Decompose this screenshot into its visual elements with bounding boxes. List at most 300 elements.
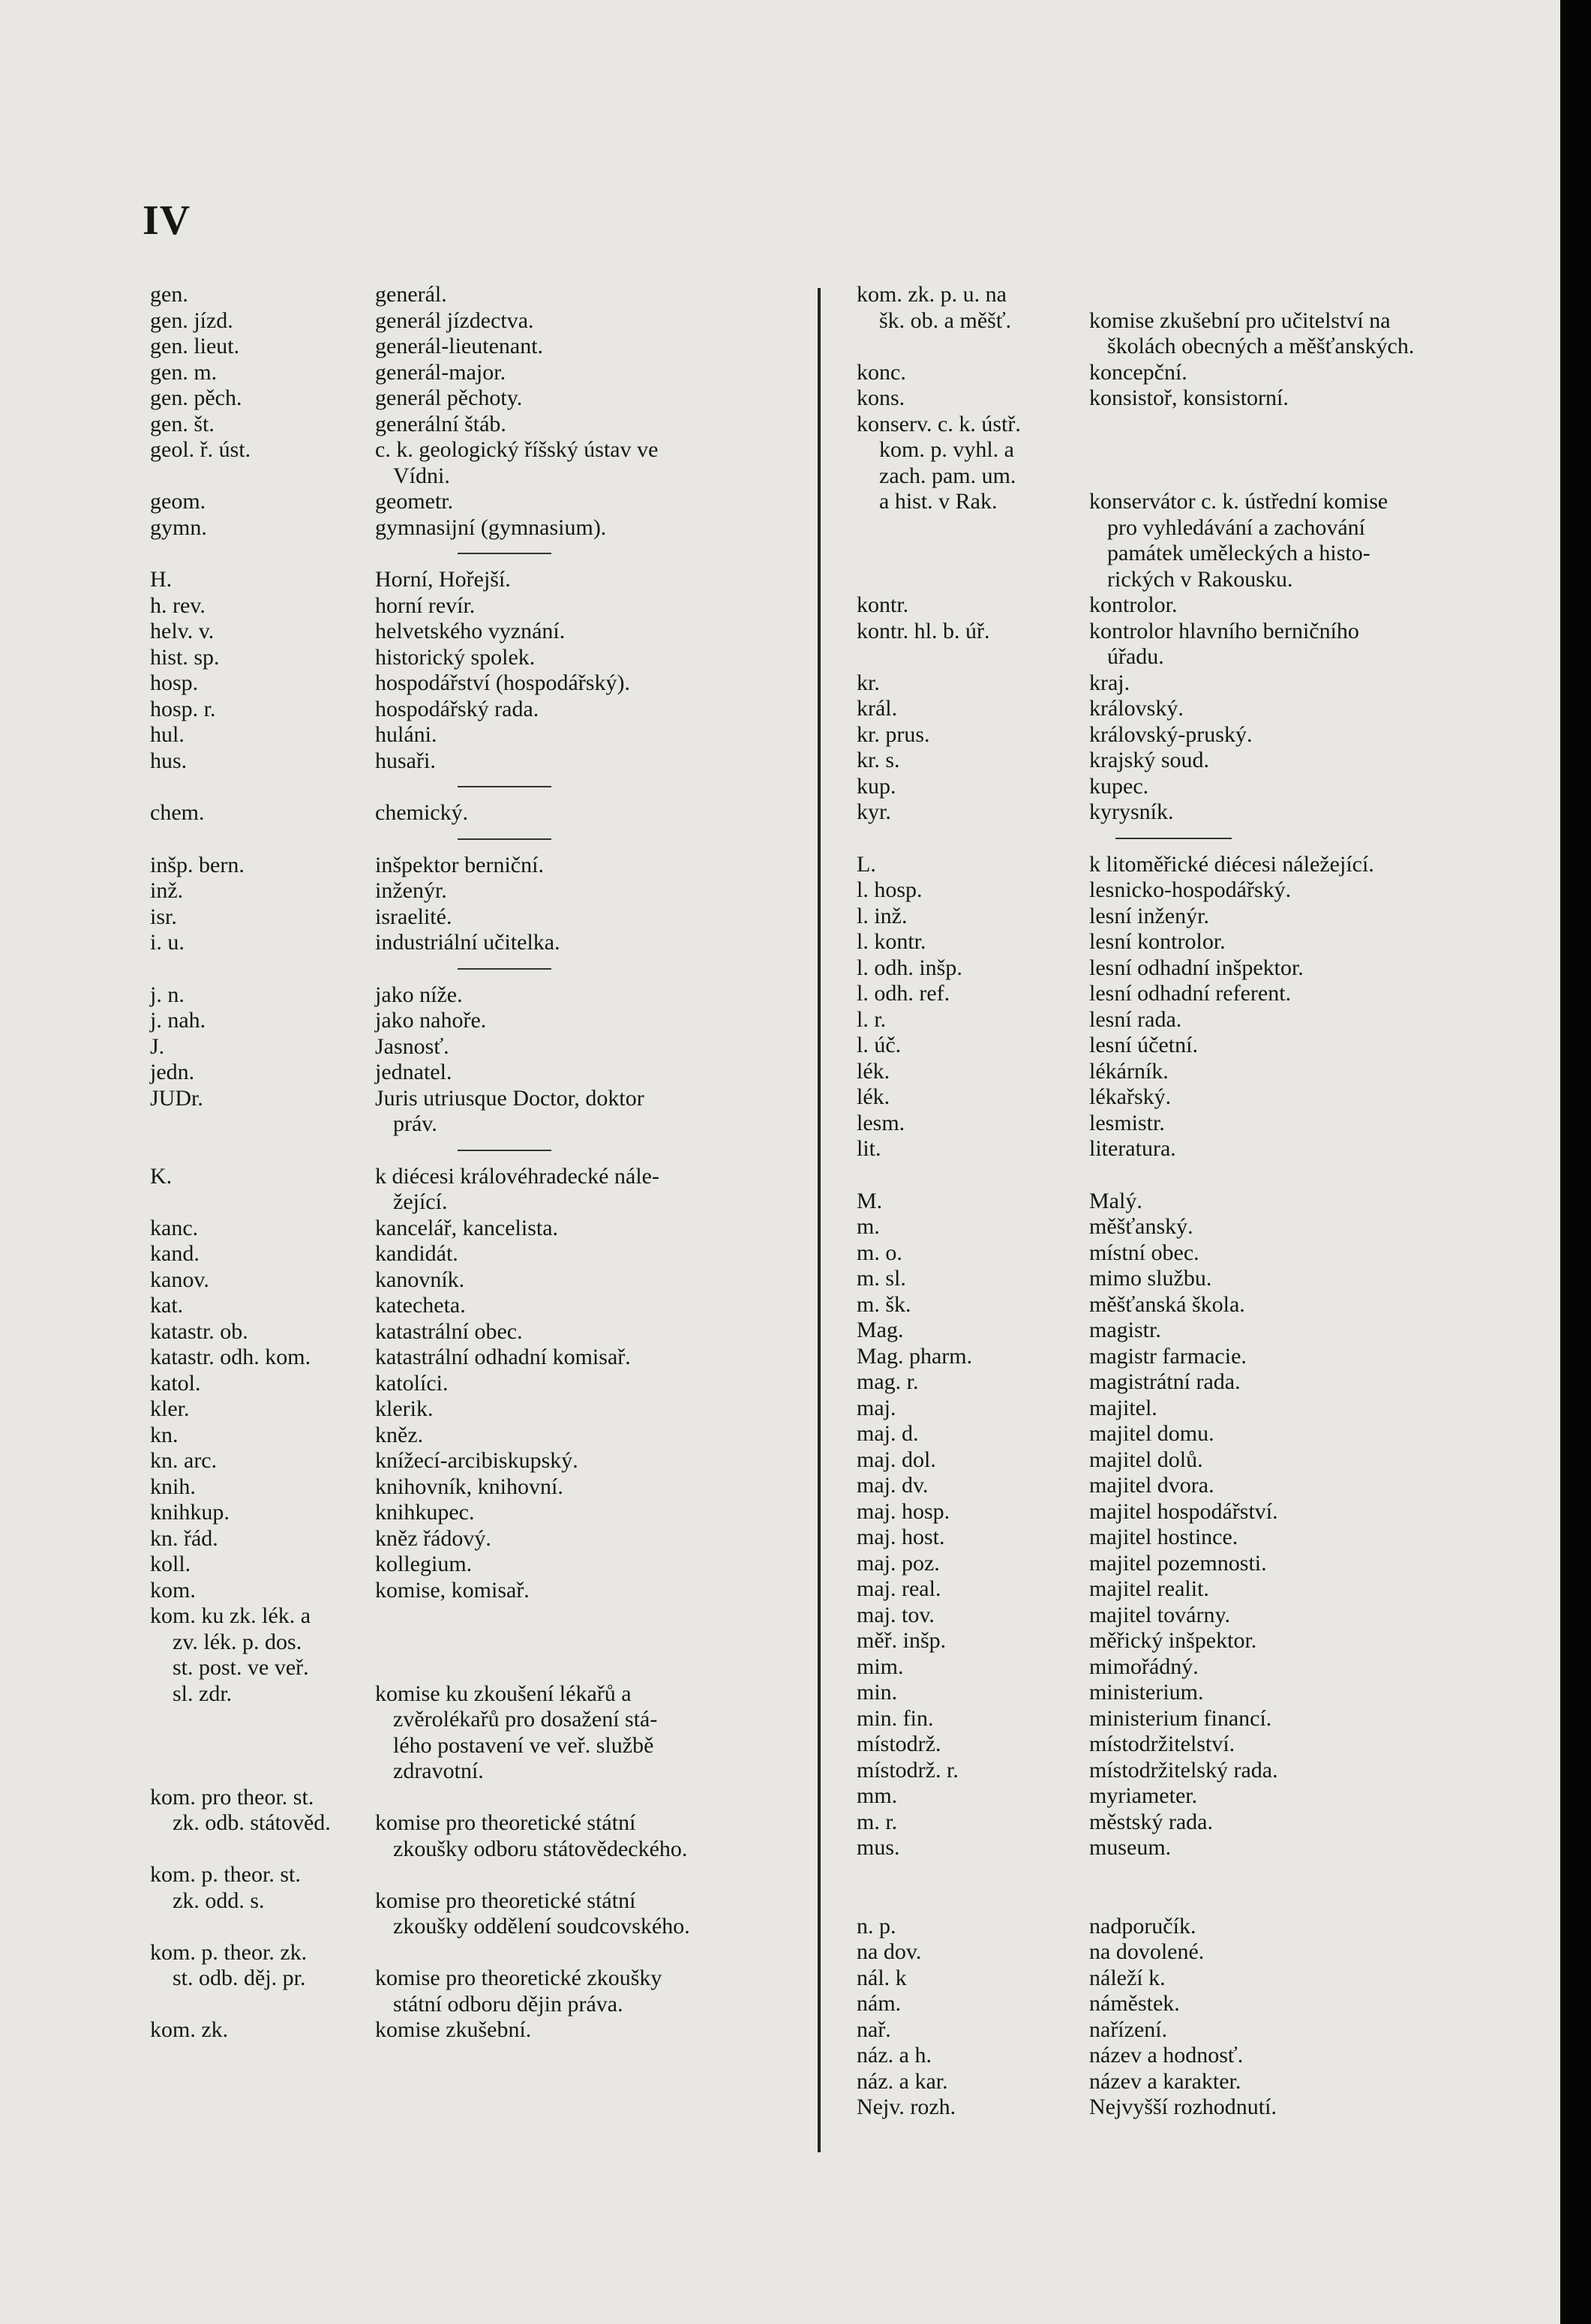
meaning-text: hospodářství (hospodářský). (375, 670, 630, 695)
abbreviation-text: katol. (150, 1370, 201, 1396)
meaning (1089, 1991, 1494, 2017)
abbreviation (857, 1240, 1089, 1267)
abbreviation-entry (857, 722, 1494, 748)
abbreviation (857, 929, 1089, 955)
meaning (1089, 385, 1494, 412)
abbreviation-text: koll. (150, 1552, 191, 1576)
meaning (1089, 360, 1494, 386)
meaning-text: královský. (1089, 696, 1184, 721)
section-separator (150, 826, 795, 853)
abbreviation-text: konserv. c. k. ústř. (857, 411, 1021, 436)
abbreviation (150, 360, 375, 386)
meaning-text (1089, 282, 1488, 308)
abbreviation (857, 1111, 1089, 1137)
abbreviation (150, 1293, 375, 1319)
abbreviation-text: kanov. (150, 1267, 209, 1292)
abbreviation (857, 1369, 1089, 1396)
meaning (375, 1396, 795, 1423)
abbreviation-text: maj. dv. (857, 1473, 929, 1498)
section-separator (150, 774, 795, 800)
abbreviation-entry (150, 334, 795, 360)
meaning (1089, 877, 1494, 904)
abbreviation-entry (857, 1551, 1494, 1577)
meaning-text: horní revír. (375, 592, 476, 618)
meaning-text: israelité. (375, 904, 452, 929)
meaning (375, 489, 795, 515)
abbreviation-entry (857, 1603, 1494, 1629)
abbreviation-text: lék. (857, 1084, 890, 1109)
abbreviation (150, 1345, 375, 1371)
meaning (1089, 592, 1494, 619)
meaning (375, 282, 795, 308)
abbreviation-text: gen. (150, 282, 188, 307)
meaning-text: magistr. (1089, 1318, 1161, 1342)
meaning-text: Jasnosť. (375, 1033, 449, 1059)
abbreviation-entry (857, 1007, 1494, 1033)
abbreviation (150, 800, 375, 826)
abbreviation-text: maj. dol. (857, 1447, 936, 1472)
abbreviation-text: měř. inšp. (857, 1628, 947, 1653)
meaning (1089, 1059, 1494, 1085)
abbreviation (857, 1421, 1089, 1447)
abbreviation-text: mm. (857, 1783, 898, 1808)
meaning (375, 1319, 795, 1345)
abbreviation-text: nál. k (857, 1965, 907, 1990)
meaning-text: na dovolené. (1089, 1939, 1205, 1964)
section-separator (857, 826, 1494, 852)
meaning-text: inšpektor berniční. (375, 852, 544, 877)
abbreviation-entry (150, 1862, 795, 1940)
abbreviation (857, 1059, 1089, 1085)
abbreviation (857, 1396, 1089, 1422)
meaning-text: práv. (393, 1111, 437, 1136)
meaning-text: chemický. (375, 800, 469, 825)
abbreviation-entry (150, 878, 795, 904)
meaning-text: majitel továrny. (1089, 1602, 1230, 1627)
abbreviation-text: kontr. hl. b. úř. (857, 618, 990, 643)
meaning (375, 1060, 795, 1086)
abbreviation-entry (857, 1396, 1494, 1422)
abbreviation-entry (150, 437, 795, 489)
meaning (1089, 1447, 1494, 1474)
abbreviation (857, 1214, 1089, 1240)
abbreviation-text: maj. real. (857, 1576, 941, 1601)
abbreviation-entry (857, 799, 1494, 826)
abbreviation (857, 1732, 1089, 1758)
abbreviation-text: a hist. v Rak. (879, 489, 998, 514)
abbreviation (857, 385, 1089, 412)
abbreviation (857, 1576, 1089, 1603)
abbreviation-entry (150, 1448, 795, 1474)
abbreviation (857, 1603, 1089, 1629)
abbreviation-entry (857, 929, 1494, 955)
abbreviation-text: j. n. (150, 982, 185, 1007)
meaning-text (375, 1630, 789, 1656)
meaning (1089, 1835, 1494, 1861)
abbreviation-entry (150, 1319, 795, 1345)
meaning (375, 930, 795, 956)
abbreviation-text: kontr. (857, 592, 909, 617)
meaning (1089, 1966, 1494, 1992)
meaning-text: historický spolek. (375, 644, 536, 670)
abbreviation-text: katastr. ob. (150, 1318, 248, 1344)
abbreviation (857, 1628, 1089, 1654)
abbreviation-text: konc. (857, 359, 906, 385)
meaning (375, 2017, 795, 2044)
abbreviation-entry (857, 1525, 1494, 1551)
meaning-text: kontrolor. (1089, 592, 1178, 617)
abbreviation-text: mag. r. (857, 1369, 919, 1394)
abbreviation-entry (150, 1345, 795, 1371)
abbreviation-text: h. rev. (150, 592, 206, 618)
abbreviation-entry (150, 645, 795, 671)
meaning (375, 1526, 795, 1552)
abbreviation-text: maj. (857, 1395, 896, 1420)
abbreviation-entry (857, 748, 1494, 774)
abbreviation (857, 1007, 1089, 1033)
meaning (375, 1216, 795, 1242)
meaning (1089, 1914, 1494, 1940)
abbreviation (857, 722, 1089, 748)
abbreviation-entry (150, 1552, 795, 1578)
meaning-text: komise, komisař. (375, 1577, 530, 1603)
meaning-text: k diécesi královéhradecké nále- (375, 1163, 659, 1189)
section-separator (150, 956, 795, 982)
meaning-text: zkoušky oddělení soudcovského. (393, 1914, 690, 1939)
meaning-text: konservátor c. k. ústřední komise (1089, 489, 1388, 514)
abbreviation (857, 412, 1089, 593)
meaning-text: jednatel. (375, 1060, 452, 1084)
abbreviation-entry (857, 1292, 1494, 1318)
abbreviation-text: kom. ku zk. lék. a (150, 1603, 311, 1628)
meaning-text: gymnasijní (gymnasium). (375, 514, 607, 540)
abbreviation-text: gen. lieut. (150, 334, 240, 358)
abbreviation-text: chem. (150, 800, 205, 825)
meaning-text: generál pěchoty. (375, 385, 523, 410)
abbreviation-entry (150, 697, 795, 723)
abbreviation-entry (150, 1578, 795, 1604)
meaning-text: kraj. (1089, 670, 1130, 695)
abbreviation-text: kom. p. vyhl. a (879, 437, 1014, 462)
abbreviation-text: L. (857, 851, 876, 877)
abbreviation-entry (857, 1758, 1494, 1784)
abbreviation (150, 645, 375, 671)
meaning-text: nařízení. (1089, 2017, 1168, 2042)
meaning (1089, 799, 1494, 826)
abbreviation (150, 878, 375, 904)
abbreviation-entry (857, 1473, 1494, 1499)
abbreviation-entry (857, 1499, 1494, 1525)
meaning (1089, 1810, 1494, 1836)
meaning (1089, 1240, 1494, 1267)
abbreviation-text: Mag. pharm. (857, 1343, 973, 1369)
meaning (1089, 1576, 1494, 1603)
meaning-text: Horní, Hořejší. (375, 567, 511, 592)
abbreviation-entry (857, 1654, 1494, 1681)
abbreviation (150, 1241, 375, 1267)
abbreviation-entry (150, 567, 795, 593)
meaning-text: komise zkušební. (375, 2017, 532, 2042)
meaning (1089, 1033, 1494, 1059)
abbreviation-text: kand. (150, 1241, 200, 1266)
meaning (375, 515, 795, 541)
meaning-text: komise zkušební pro učitelství na (1089, 307, 1391, 333)
abbreviation-text: M. (857, 1188, 883, 1213)
meaning-text: kyrysník. (1089, 799, 1174, 824)
meaning-text: lesní odhadní inšpektor. (1089, 955, 1304, 980)
abbreviation-text: gen. m. (150, 359, 218, 385)
abbreviation-entry (857, 774, 1494, 800)
meaning-text: generál jízdectva. (375, 307, 534, 333)
meaning-text: ministerium. (1089, 1680, 1204, 1705)
abbreviation-entry (150, 282, 795, 308)
abbreviation-entry (150, 1474, 795, 1501)
abbreviation-entry (150, 1267, 795, 1294)
abbreviation-text: hist. sp. (150, 644, 220, 670)
abbreviation-entry (150, 593, 795, 619)
abbreviation-text: maj. d. (857, 1421, 919, 1446)
abbreviation (857, 748, 1089, 774)
abbreviation-text: jedn. (150, 1060, 195, 1084)
abbreviation (150, 1474, 375, 1501)
abbreviation (857, 1266, 1089, 1292)
meaning (1089, 1706, 1494, 1732)
abbreviation (857, 1680, 1089, 1706)
abbreviation-entry (150, 619, 795, 645)
meaning-text: klerik. (375, 1396, 434, 1421)
meaning-text: c. k. geologický říšský ústav ve (375, 437, 659, 462)
meaning-text: královský-pruský. (1089, 721, 1253, 747)
meaning-text: Juris utriusque Doctor, doktor (375, 1085, 644, 1111)
abbreviation (150, 282, 375, 308)
abbreviation-text: kom. p. theor. zk. (150, 1939, 308, 1965)
meaning-text: název a hodnosť. (1089, 2043, 1244, 2068)
meaning-text: majitel dvora. (1089, 1473, 1214, 1498)
abbreviation-text: náz. a kar. (857, 2068, 948, 2094)
meaning (375, 360, 795, 386)
meaning-text: kněz. (375, 1422, 424, 1447)
meaning-text: kanovník. (375, 1267, 465, 1292)
abbreviation (857, 696, 1089, 722)
abbreviation-text: maj. hosp. (857, 1498, 950, 1524)
meaning-text: industriální učitelka. (375, 930, 560, 955)
abbreviation (857, 1318, 1089, 1344)
meaning-text: konsistoř, konsistorní. (1089, 385, 1289, 410)
abbreviation (150, 1216, 375, 1242)
abbreviation-text: l. r. (857, 1006, 887, 1032)
meaning (1089, 1111, 1494, 1137)
abbreviation (857, 1966, 1089, 1992)
abbreviation-text: l. úč. (857, 1033, 902, 1057)
meaning-text: lého postavení ve veř. službě (393, 1732, 654, 1758)
abbreviation-text: min. fin. (857, 1705, 934, 1731)
meaning (375, 385, 795, 412)
abbreviation-text: gen. jízd. (150, 307, 233, 333)
meaning (375, 800, 795, 826)
meaning-text: museum. (1089, 1835, 1172, 1860)
abbreviation-text: kler. (150, 1396, 190, 1421)
meaning-text: lesní rada. (1089, 1006, 1182, 1032)
abbreviation-text: kyr. (857, 799, 891, 824)
meaning (375, 1034, 795, 1060)
abbreviation-text: kn. (150, 1422, 179, 1447)
meaning-text: školách obecných a měšťanských. (1107, 334, 1415, 358)
abbreviation (150, 1164, 375, 1216)
abbreviation-text: zk. odb. státověd. (173, 1810, 331, 1835)
left-column (150, 282, 795, 2044)
abbreviation (150, 1319, 375, 1345)
abbreviation-text: j. nah. (150, 1008, 206, 1033)
meaning-text: geometr. (375, 489, 454, 514)
abbreviation-entry (857, 1084, 1494, 1111)
abbreviation-entry (150, 904, 795, 931)
meaning-text: městský rada. (1089, 1809, 1213, 1834)
abbreviation-text: kr. s. (857, 748, 900, 772)
abbreviation-entry (150, 412, 795, 438)
abbreviation (150, 1603, 375, 1785)
meaning-text: kontrolor hlavního berničního (1089, 618, 1359, 643)
meaning (375, 697, 795, 723)
abbreviation-text: st. odb. děj. pr. (173, 1966, 306, 1990)
meaning-text: katastrální odhadní komisař. (375, 1345, 631, 1369)
meaning-text: magistr farmacie. (1089, 1343, 1247, 1369)
abbreviation-entry (150, 385, 795, 412)
meaning-text: lesmistr. (1089, 1110, 1165, 1135)
abbreviation (857, 904, 1089, 930)
meaning-text: k litoměřické diécesi náležející. (1089, 851, 1374, 877)
meaning-text: místodržitelství. (1089, 1732, 1235, 1756)
abbreviation (857, 1939, 1089, 1966)
abbreviation (150, 1060, 375, 1086)
abbreviation-text: m. (857, 1214, 880, 1239)
meaning (1089, 2095, 1494, 2121)
abbreviation-entry (150, 2017, 795, 2044)
meaning (375, 1603, 795, 1785)
abbreviation-text: kanc. (150, 1215, 199, 1240)
abbreviation-entry (857, 2017, 1494, 2044)
meaning (1089, 981, 1494, 1007)
meaning (1089, 1628, 1494, 1654)
meaning-text: měšťanská škola. (1089, 1291, 1245, 1317)
meaning (375, 748, 795, 775)
meaning-text: pro vyhledávání a zachování (1107, 514, 1366, 540)
meaning (375, 1552, 795, 1578)
abbreviation-text: mim. (857, 1654, 904, 1679)
scan-edge (1560, 0, 1591, 2324)
abbreviation-entry (857, 1991, 1494, 2017)
section-gap (857, 1861, 1494, 1888)
abbreviation-entry (150, 1940, 795, 2018)
abbreviation-entry (150, 670, 795, 697)
meaning (1089, 619, 1494, 670)
abbreviation (857, 1758, 1089, 1784)
abbreviation (150, 1396, 375, 1423)
meaning (375, 1474, 795, 1501)
meaning-text: knihkupec. (375, 1500, 475, 1525)
meaning (1089, 955, 1494, 982)
abbreviation (150, 1940, 375, 2018)
abbreviation (150, 1785, 375, 1863)
meaning (375, 1086, 795, 1138)
meaning-text: krajský soud. (1089, 748, 1209, 772)
meaning-text: hospodářský rada. (375, 696, 539, 721)
meaning-text: lékárník. (1089, 1058, 1169, 1084)
right-column (857, 282, 1494, 2121)
abbreviation-entry (150, 748, 795, 775)
meaning-text: literatura. (1089, 1136, 1176, 1161)
abbreviation (857, 2043, 1089, 2069)
abbreviation-entry (857, 1344, 1494, 1370)
abbreviation-text: gen. pěch. (150, 385, 242, 410)
abbreviation-entry (150, 1008, 795, 1034)
abbreviation (857, 1292, 1089, 1318)
meaning (1089, 722, 1494, 748)
meaning-text: majitel pozemnosti. (1089, 1550, 1267, 1576)
abbreviation-text: Nejv. rozh. (857, 2095, 956, 2119)
abbreviation-text: knihkup. (150, 1500, 230, 1525)
meaning-text: koncepční. (1089, 359, 1187, 385)
meaning (1089, 1344, 1494, 1370)
abbreviation (857, 592, 1089, 619)
abbreviation (857, 1525, 1089, 1551)
abbreviation-entry (150, 853, 795, 879)
abbreviation-text: nám. (857, 1991, 902, 2016)
meaning (1089, 1758, 1494, 1784)
meaning (1089, 1136, 1494, 1162)
abbreviation-entry (857, 1628, 1494, 1654)
meaning-text: komise pro theoretické státní (375, 1888, 636, 1913)
abbreviation (150, 385, 375, 412)
meaning-text: zdravotní. (393, 1759, 484, 1783)
abbreviation-text: kr. prus. (857, 721, 930, 747)
abbreviation-text: na dov. (857, 1939, 922, 1964)
abbreviation-entry (857, 1369, 1494, 1396)
meaning (375, 982, 795, 1009)
abbreviation-text: místodrž. (857, 1732, 941, 1756)
abbreviation-entry (150, 1371, 795, 1397)
abbreviation-text: hosp. (150, 670, 199, 695)
meaning (1089, 1084, 1494, 1111)
abbreviation-entry (857, 412, 1494, 593)
abbreviation-entry (150, 1396, 795, 1423)
abbreviation-text: JUDr. (150, 1085, 203, 1111)
abbreviation-entry (150, 1500, 795, 1526)
meaning-text: magistrátní rada. (1089, 1369, 1241, 1394)
meaning (375, 1423, 795, 1449)
abbreviation-entry (150, 800, 795, 826)
abbreviation-text: helv. v. (150, 619, 215, 643)
meaning-text: kněz řádový. (375, 1525, 491, 1551)
meaning-text: majitel domu. (1089, 1421, 1214, 1446)
meaning-text: státní odboru dějin práva. (393, 1991, 623, 2017)
abbreviation-text: kr. (857, 670, 880, 695)
abbreviation (150, 930, 375, 956)
meaning-text: žející. (393, 1189, 448, 1214)
abbreviation-entry (857, 2069, 1494, 2095)
abbreviation (857, 2095, 1089, 2121)
abbreviation-entry (857, 1810, 1494, 1836)
abbreviation-entry (150, 1423, 795, 1449)
meaning-text: místodržitelský rada. (1089, 1757, 1278, 1783)
abbreviation-text: zv. lék. p. dos. (173, 1629, 302, 1654)
abbreviation-text: místodrž. r. (857, 1757, 959, 1783)
abbreviation-text: gen. št. (150, 411, 215, 436)
meaning-text (375, 1655, 789, 1681)
abbreviation (857, 1136, 1089, 1162)
abbreviation (150, 1034, 375, 1060)
meaning (1089, 929, 1494, 955)
meaning-text: Vídni. (393, 463, 450, 488)
